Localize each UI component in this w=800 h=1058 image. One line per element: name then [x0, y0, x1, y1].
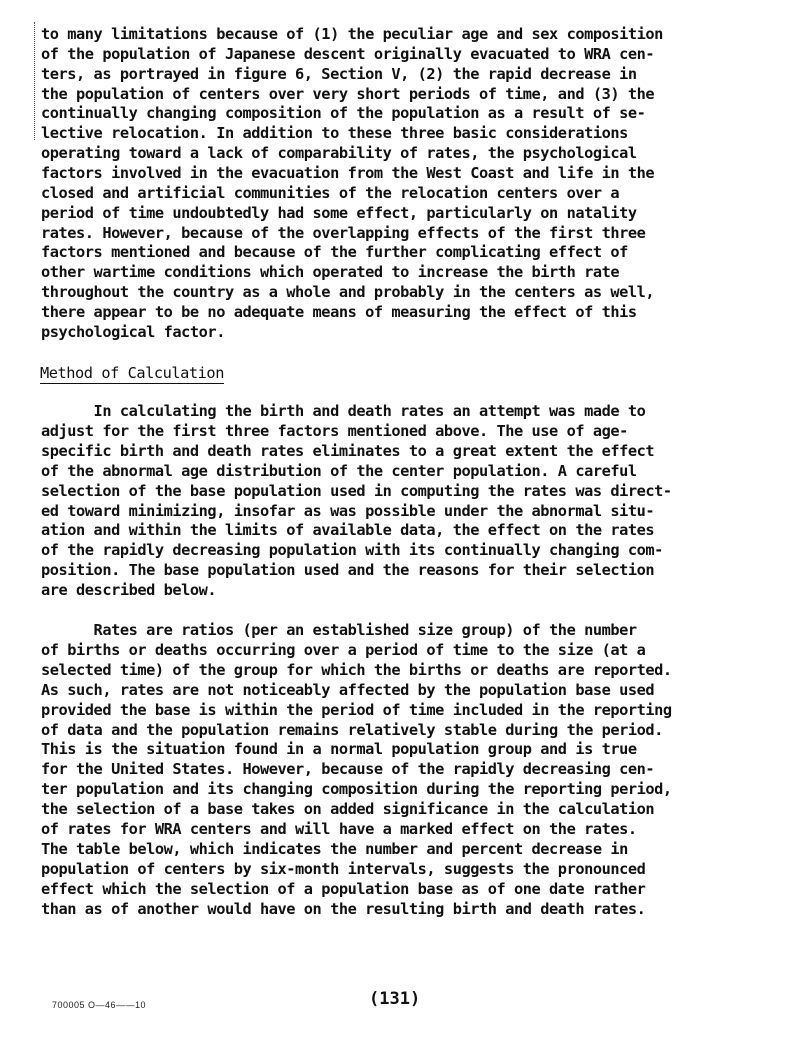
text-line: factors mentioned and because of the further complicating effect of: [41, 243, 628, 262]
text-line: ed toward minimizing, insofar as was possible under the abnormal situ-: [41, 501, 655, 520]
text-line: ter population and its changing composition during the reporting period,: [41, 780, 672, 799]
text-line: there appear to be no adequate means of measuring the effect of this: [41, 302, 637, 321]
text-line: are described below.: [41, 581, 217, 600]
text-line: The table below, which indicates the number and percent decrease in: [41, 839, 628, 858]
text-line: than as of another would have on the resulting birth and death rates.: [41, 899, 646, 918]
text-line: of births or deaths occurring over a period of time to the size (at a: [41, 640, 646, 659]
text-line: the population of centers over very short periods of time, and (3) the: [41, 84, 655, 103]
section-heading: Method of Calculation: [40, 364, 224, 382]
text-line: of the population of Japanese descent originally evacuated to WRA cen-: [41, 44, 655, 63]
text-line: Rates are ratios (per an established size group) of the number: [41, 621, 637, 639]
text-line: of data and the population remains relatively stable during the period.: [41, 720, 663, 739]
text-line: adjust for the first three factors mentioned above. The use of age-: [41, 421, 628, 440]
text-line: ation and within the limits of available data, the effect on the rates: [41, 521, 655, 540]
text-line: population of centers by six-month intervals, suggests the pronounced: [41, 859, 646, 878]
text-line: throughout the country as a whole and probably in the centers as well,: [41, 283, 655, 302]
text-line: of the rapidly decreasing population with its continually changing com-: [41, 541, 663, 560]
text-line: other wartime conditions which operated to increase the birth rate: [41, 263, 620, 282]
text-line: As such, rates are not noticeably affected by the population base used: [41, 680, 655, 699]
text-line: specific birth and death rates eliminates to a great extent the effect: [41, 441, 655, 460]
text-line: to many limitations because of (1) the peculiar age and sex composition: [41, 25, 663, 43]
text-line: of rates for WRA centers and will have a marked effect on the rates.: [41, 820, 637, 838]
text-line: rates. However, because of the overlapping effects of the first three: [41, 223, 646, 242]
text-line: closed and artificial communities of the relocation centers over a: [41, 183, 620, 202]
text-line: psychological factor.: [41, 322, 225, 341]
text-line: of the abnormal age distribution of the center population. A careful: [41, 461, 637, 480]
text-line: period of time undoubtedly had some effect, particularly on natality: [41, 203, 637, 222]
text-line: continually changing composition of the population as a result of se-: [41, 104, 646, 123]
text-line: position. The base population used and the reasons for their selection: [41, 561, 655, 580]
text-line: provided the base is within the period of time included in the reporting: [41, 700, 672, 719]
text-line: selection of the base population used in computing the rates was direct-: [41, 481, 672, 500]
text-line: selected time) of the group for which the births or deaths are reported.: [41, 660, 672, 679]
text-line: ters, as portrayed in figure 6, Section V, (2) the rapid decrease in: [41, 64, 637, 83]
text-line: effect which the selection of a population base as of one date rather: [41, 879, 646, 898]
text-line: factors involved in the evacuation from the West Coast and life in the: [41, 163, 655, 182]
text-line: lective relocation. In addition to these three basic considerations: [41, 124, 628, 143]
text-line: for the United States. However, because of the rapidly decreasing cen-: [41, 760, 655, 779]
text-line: This is the situation found in a normal population group and is true: [41, 740, 637, 759]
text-line: operating toward a lack of comparability of rates, the psychological: [41, 144, 637, 163]
text-line: the selection of a base takes on added significance in the calculation: [41, 800, 655, 819]
page-number: (131): [369, 989, 421, 1009]
text-line: In calculating the birth and death rates an attempt was made to: [41, 402, 646, 420]
margin-dotted-mark: [34, 22, 36, 140]
print-code: 700005 O—46——10: [52, 1000, 147, 1010]
